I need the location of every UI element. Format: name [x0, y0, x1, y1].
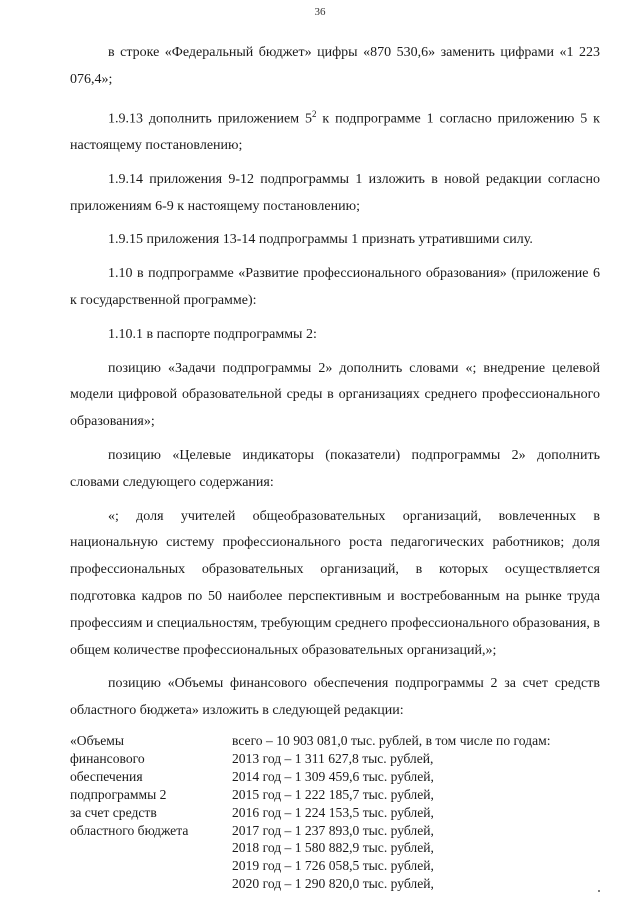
label-line: финансового [70, 750, 145, 766]
year-line: 2015 год – 1 222 185,7 тыс. рублей, [232, 786, 434, 802]
document-body [70, 40, 600, 893]
paragraph: 1.10.1 в паспорте подпрограммы 2: [108, 326, 317, 342]
paragraph: «; доля учителей общеобразовательных организаций, вовлеченных в национальную систему профессионального роста педагогических работников; доля профессиональных образовательных организаций, в которых осуществляется подготовка кадров по 50 наиболее перспективным и востребованным на рынке труда профессиям и специальностям, требующим среднего профессионального образования, в общем количестве профессиональных образовательных организаций,»; [70, 508, 600, 658]
paragraph-text: к подпрограмме 1 согласно приложению 5 к настоящему постановлению; [70, 111, 600, 154]
label-line: обеспечения [70, 768, 143, 784]
year-line: 2014 год – 1 309 459,6 тыс. рублей, [232, 768, 434, 784]
paragraph-text: 1.9.13 дополнить приложением 5 [108, 111, 313, 127]
funding-table-values [232, 732, 600, 893]
paragraph: 1.9.14 приложения 9-12 подпрограммы 1 изложить в новой редакции согласно приложениям 6-9 к настоящему постановлению; [70, 171, 600, 214]
paragraph: в строке «Федеральный бюджет» цифры «870 530,6» заменить цифрами «1 223 076,4»; [70, 45, 600, 87]
paragraph: позицию «Объемы финансового обеспечения подпрограммы 2 за счет средств областного бюджета» изложить в следующей редакции: [70, 676, 600, 719]
total-line: всего – 10 903 081,0 тыс. рублей, в том числе по годам: [232, 732, 551, 748]
paragraph: позицию «Целевые индикаторы (показатели) подпрограммы 2» дополнить словами следующего содержания: [70, 448, 600, 490]
year-line: 2016 год – 1 224 153,5 тыс. рублей, [232, 804, 434, 820]
paragraph: позицию «Задачи подпрограммы 2» дополнить словами «; внедрение целевой модели цифровой образовательной среды в организациях среднего профессионального образования»; [70, 360, 600, 430]
year-line: 2013 год – 1 311 627,8 тыс. рублей, [232, 750, 434, 766]
label-line: подпрограммы 2 [70, 786, 167, 802]
label-line: «Объемы [70, 732, 124, 748]
label-line: за счет средств [70, 804, 157, 820]
year-line: 2019 год – 1 726 058,5 тыс. рублей, [232, 858, 434, 874]
funding-table [70, 732, 600, 893]
scan-mark [598, 890, 600, 892]
paragraph: 1.9.15 приложения 13-14 подпрограммы 1 признать утратившими силу. [108, 232, 533, 248]
funding-table-label [70, 732, 232, 893]
superscript: 2 [312, 108, 317, 119]
paragraph [70, 101, 600, 160]
paragraph: 1.10 в подпрограмме «Развитие профессионального образования» (приложение 6 к государственной программе): [70, 266, 600, 309]
year-line: 2018 год – 1 580 882,9 тыс. рублей, [232, 840, 434, 856]
year-line: 2017 год – 1 237 893,0 тыс. рублей, [232, 822, 434, 838]
page-number: 36 [314, 6, 326, 18]
label-line: областного бюджета [70, 822, 189, 838]
year-line: 2020 год – 1 290 820,0 тыс. рублей, [232, 876, 434, 892]
